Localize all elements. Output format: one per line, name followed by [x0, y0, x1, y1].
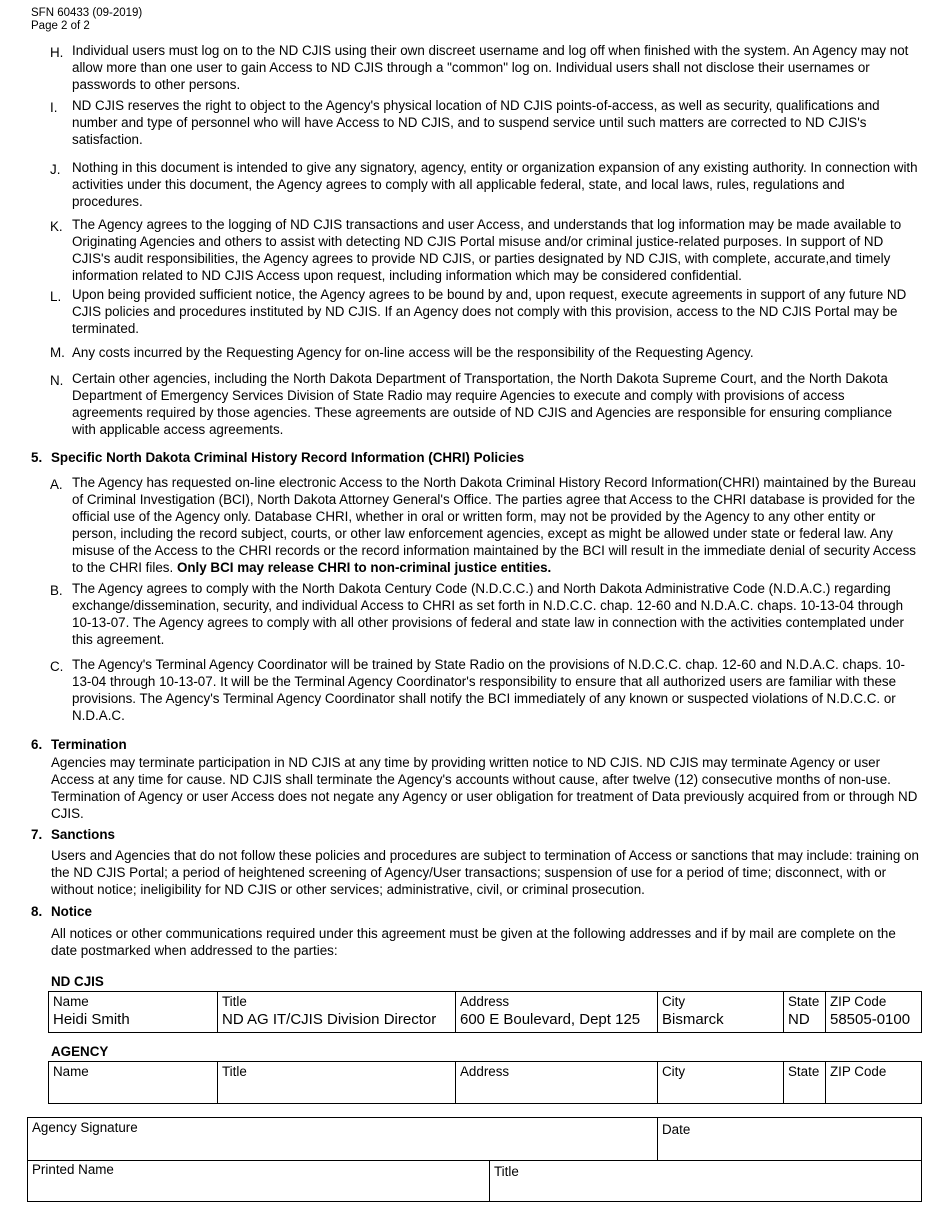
form-header [31, 7, 142, 33]
title-label: Title [222, 994, 247, 1009]
city-label: City [662, 994, 686, 1009]
agency-address-field[interactable] [455, 1062, 657, 1103]
section-5-heading [31, 449, 524, 466]
clause-text: Any costs incurred by the Requesting Agency for on-line access will be the responsibility of the Requesting Agency. [72, 345, 754, 360]
ndcjis-zip-value: 58505-0100 [830, 1011, 911, 1028]
ndcjis-city-value: Bismarck [662, 1011, 724, 1028]
ndcjis-zip-cell [825, 992, 921, 1032]
state-label: State [788, 994, 820, 1009]
date-label: Date [662, 1122, 691, 1137]
clause-n [50, 370, 918, 438]
form-number: SFN 60433 (09-2019) [31, 7, 143, 19]
page-number: Page 2 of 2 [31, 20, 90, 32]
agency-address-table [48, 1061, 922, 1104]
section-title: Specific North Dakota Criminal History Record Information (CHRI) Policies [51, 450, 525, 465]
address-label: Address [460, 1064, 510, 1079]
clause-letter: H. [50, 45, 64, 60]
clause-l [50, 286, 918, 337]
clause-letter: K. [50, 219, 63, 234]
section-6-heading [31, 736, 127, 753]
address-label: Address [460, 994, 510, 1009]
clause-letter: L. [50, 289, 62, 304]
ndcjis-name-cell [49, 992, 217, 1032]
clause-text: Certain other agencies, including the North Dakota Department of Transportation, the North Dakota Supreme Court, and the North Dakota Department of Emergency Services Division of State Radio may require Agencies to execute and comply with provisions of access agreements required by those agencies. These agreements are outside of ND CJIS and Agencies are responsible for ensuring compliance with applicable access agreements. [72, 371, 893, 437]
clause-text: ND CJIS reserves the right to object to the Agency's physical location of ND CJIS points-of-access, as well as security, qualifications and number and type of personnel who will have Access to ND CJIS, and to suspend service until such matters are corrected to ND CJIS's satisfaction. [72, 98, 880, 147]
clause-letter: J. [50, 162, 61, 177]
section-8-text: All notices or other communications required under this agreement must be given at the following addresses and if by mail are complete on the date postmarked when addressed to the parties: [51, 926, 896, 958]
clause-m [50, 344, 918, 361]
section-8-heading [31, 903, 92, 920]
agency-signature-label: Agency Signature [32, 1120, 138, 1135]
ndcjis-name-value: Heidi Smith [53, 1011, 130, 1028]
agency-zip-field[interactable] [825, 1062, 921, 1103]
clause-i [50, 97, 918, 148]
ndcjis-state-value: ND [788, 1011, 810, 1028]
agency-heading: AGENCY [51, 1044, 109, 1059]
clause-5a [50, 474, 918, 576]
section-title: Termination [51, 737, 127, 752]
section-number: 5. [31, 450, 43, 465]
clause-text: The Agency agrees to comply with the North Dakota Century Code (N.D.C.C.) and North Dakota Administrative Code (N.D.A.C.) regarding exchange/dissemination, security, and individual Access to CHRI as set forth in N.D.C.C. chap. 12-60 and N.D.A.C. chaps. 10-13-04 through 10-13-07. The Agency agrees to comply with all other provisions of federal and state law in connection with the activities contemplated under this agreement. [72, 581, 904, 647]
agency-name-field[interactable] [49, 1062, 217, 1103]
ndcjis-city-cell [657, 992, 783, 1032]
zip-label: ZIP Code [830, 1064, 887, 1079]
clause-letter: I. [50, 100, 58, 115]
name-label: Name [53, 994, 89, 1009]
clause-5b [50, 580, 918, 648]
agency-signature-field[interactable] [28, 1118, 657, 1160]
clause-text: The Agency's Terminal Agency Coordinator will be trained by State Radio on the provisions of N.D.C.C. chap. 12-60 and N.D.A.C. chaps. 10-13-04 through 10-13-07. It will be the Terminal Agency Coordinator's responsibility to ensure that all authorized users are familiar with these provisions. The Agency's Terminal Agency Coordinator shall notify the BCI immediately of any known or suspected violations of N.D.C.C. or N.D.A.C. [72, 657, 905, 723]
signature-row [28, 1118, 921, 1161]
clause-text: The Agency has requested on-line electronic Access to the North Dakota Criminal History Record Information(CHRI) maintained by the Bureau of Criminal Investigation (BCI), North Dakota Attorney General's Office. The parties agree that Access to the CHRI database is provided for the official use of the Agency only. Database CHRI, whether in oral or written form, may not be provided by the Agency to any other entity or person, including the record subject, courts, or other law enforcement agencies, except as might be allowed under state or federal law. Any misuse of the Access to the CHRI records or the record information maintained by the BCI will result in the immediate denial of security Access to the CHRI files. Only BCI may release CHRI to non-criminal justice entities. [72, 475, 917, 575]
section-title: Notice [51, 904, 92, 919]
clause-text: Upon being provided sufficient notice, the Agency agrees to be bound by and, upon request, execute agreements in support of any future ND CJIS policies and procedures instituted by ND CJIS. If an Agency does not comply with this provision, access to the ND CJIS Portal may be terminated. [72, 287, 907, 336]
section-7-text: Users and Agencies that do not follow these policies and procedures are subject to termination of Access or sanctions that may include: training on the ND CJIS Portal; a period of heightened screening of Agency/User transactions; suspension of use for a period of time; disconnect, with or without notice; ineligibility for ND CJIS or other services; administrative, civil, or criminal prosecution. [51, 848, 919, 897]
clause-letter: M. [50, 345, 65, 360]
clause-h [50, 42, 918, 93]
ndcjis-title-cell [217, 992, 455, 1032]
ndcjis-address-table [48, 991, 922, 1033]
signer-title-label: Title [494, 1164, 519, 1179]
name-label: Name [53, 1064, 89, 1079]
signature-block [27, 1117, 922, 1202]
clause-letter: B. [50, 583, 63, 598]
ndcjis-address-cell [455, 992, 657, 1032]
ndcjis-address-value: 600 E Boulevard, Dept 125 [460, 1011, 641, 1028]
section-number: 7. [31, 827, 43, 842]
ndcjis-title-value: ND AG IT/CJIS Division Director [222, 1011, 437, 1028]
clause-text: Nothing in this document is intended to give any signatory, agency, entity or organization expansion of any existing authority. In connection with activities under this document, the Agency agrees to comply with all applicable federal, state, and local laws, rules, regulations and procedures. [72, 160, 918, 209]
agency-title-field[interactable] [217, 1062, 455, 1103]
section-number: 6. [31, 737, 43, 752]
section-number: 8. [31, 904, 43, 919]
signer-title-field[interactable] [489, 1160, 921, 1201]
clause-letter: A. [50, 477, 63, 492]
printed-name-label: Printed Name [32, 1162, 114, 1177]
section-6-text: Agencies may terminate participation in ND CJIS at any time by providing written notice to ND CJIS. ND CJIS may terminate Agency or user Access at any time for cause. ND CJIS shall terminate the Agency's accounts without cause, after twelve (12) consecutive months of non-use. Termination of Agency or user Access does not negate any Agency or user obligation for treatment of Data previously acquired from or through ND CJIS. [51, 755, 918, 821]
clause-letter: N. [50, 373, 64, 388]
section-title: Sanctions [51, 827, 115, 842]
clause-bold-text: Only BCI may release CHRI to non-criminal justice entities. [176, 560, 552, 575]
date-field[interactable] [657, 1118, 921, 1160]
printed-name-row [28, 1160, 921, 1201]
state-label: State [788, 1064, 820, 1079]
ndcjis-heading: ND CJIS [51, 974, 104, 989]
clause-text: The Agency agrees to the logging of ND CJIS transactions and user Access, and understands that log information may be made available to Originating Agencies and others to assist with detecting ND CJIS Portal misuse and/or criminal justice-related purposes. In support of ND CJIS's audit responsibilities, the Agency agrees to provide ND CJIS, or parties designated by ND CJIS, with complete, accurate,and timely information related to ND CJIS Access upon request, including information which may be considered confidential. [72, 217, 902, 283]
city-label: City [662, 1064, 686, 1079]
agency-state-field[interactable] [783, 1062, 825, 1103]
printed-name-field[interactable] [28, 1160, 489, 1201]
agency-city-field[interactable] [657, 1062, 783, 1103]
section-7-heading [31, 826, 115, 843]
zip-label: ZIP Code [830, 994, 887, 1009]
clause-j [50, 159, 918, 210]
clause-letter: C. [50, 659, 64, 674]
clause-k [50, 216, 918, 284]
title-label: Title [222, 1064, 247, 1079]
clause-text: Individual users must log on to the ND CJIS using their own discreet username and log off when finished with the system. An Agency may not allow more than one user to gain Access to ND CJIS through a "common" log on. Individual users shall not disclose their usernames or passwords to other persons. [72, 43, 909, 92]
ndcjis-state-cell [783, 992, 825, 1032]
clause-5c [50, 656, 918, 724]
